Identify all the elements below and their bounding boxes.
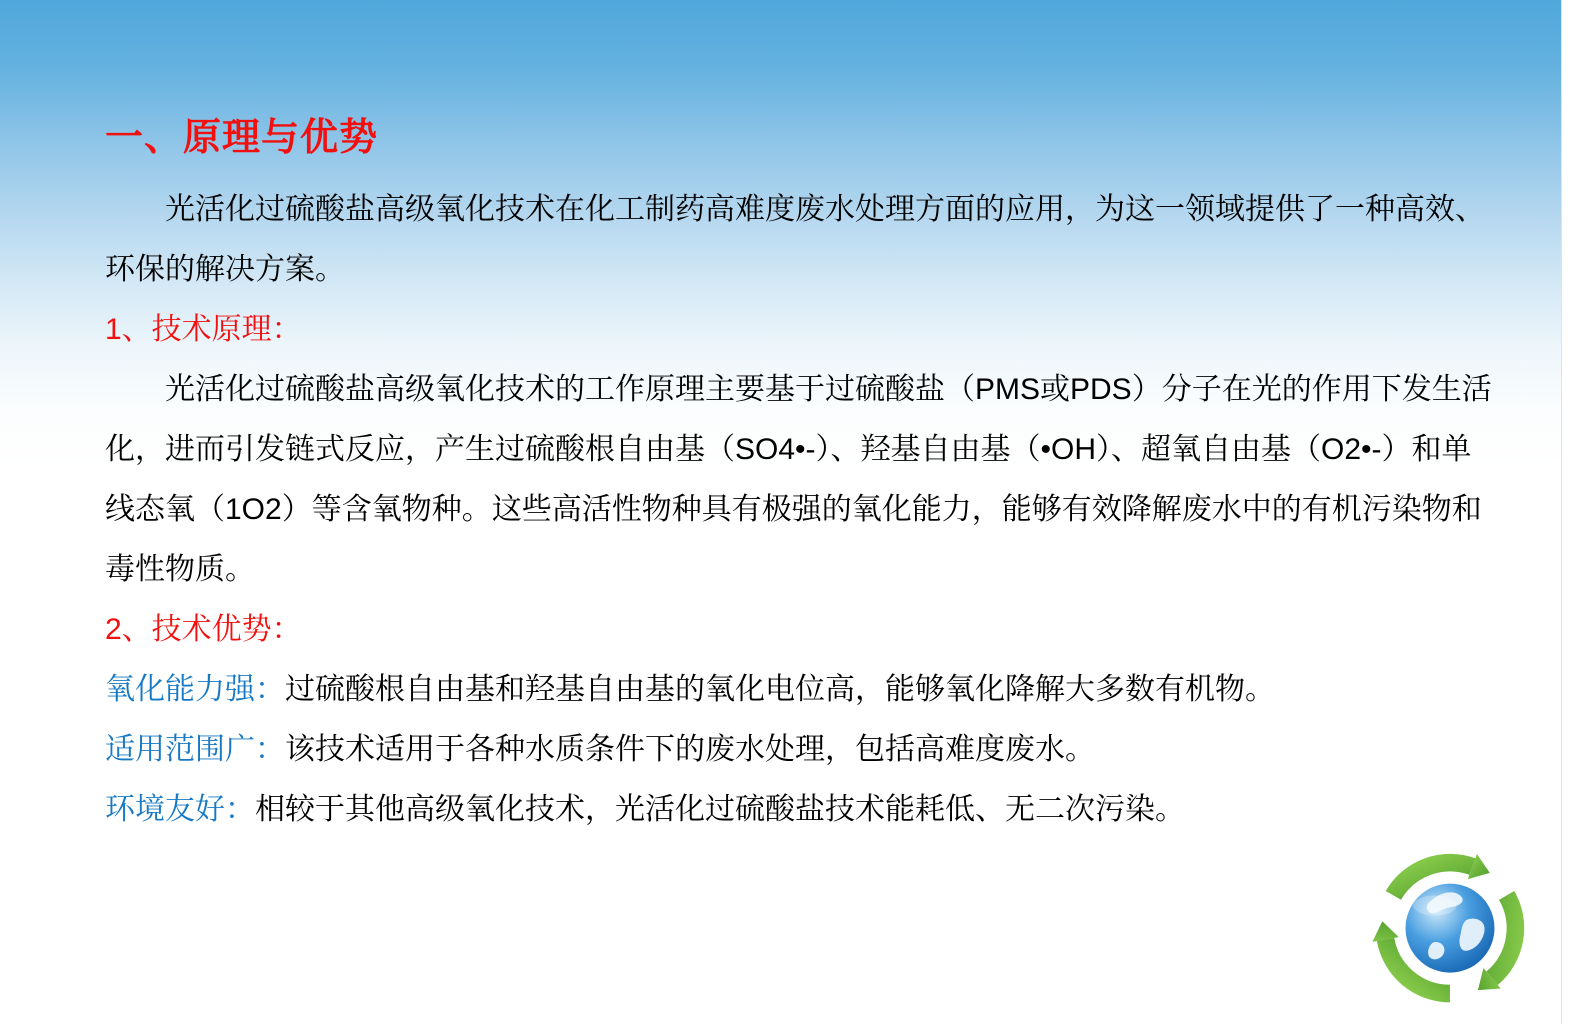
page-title: 一、原理与优势 bbox=[105, 117, 379, 159]
advantage-label: 适用范围广： bbox=[105, 733, 285, 766]
right-edge-strip bbox=[1561, 0, 1575, 1024]
advantage-row-applicability bbox=[105, 720, 1497, 780]
intro-paragraph: 光活化过硫酸盐高级氧化技术在化工制药高难度废水处理方面的应用，为这一领域提供了一种高效、环保的解决方案。 bbox=[105, 193, 1485, 286]
advantage-label: 氧化能力强： bbox=[105, 673, 285, 706]
advantage-label: 环境友好： bbox=[105, 793, 255, 826]
advantage-text: 过硫酸根自由基和羟基自由基的氧化电位高，能够氧化降解大多数有机物。 bbox=[285, 673, 1275, 706]
advantage-row-oxidation bbox=[105, 660, 1497, 720]
slide-content bbox=[105, 112, 1497, 840]
advantage-text: 该技术适用于各种水质条件下的废水处理，包括高难度废水。 bbox=[285, 733, 1095, 766]
advantage-heading: 2、技术优势： bbox=[105, 613, 302, 646]
principle-paragraph: 光活化过硫酸盐高级氧化技术的工作原理主要基于过硫酸盐（PMS或PDS）分子在光的作用下发生活化，进而引发链式反应，产生过硫酸根自由基（SO4•-）、羟基自由基（•OH）、超氧自由基（O2•-）和单线态氧（1O2）等含氧物种。这些高活性物种具有极强的氧化能力，能够有效降解废水中的有机污染物和毒性物质。 bbox=[105, 373, 1492, 586]
recycle-earth-icon bbox=[1366, 840, 1534, 1012]
advantage-text: 相较于其他高级氧化技术，光活化过硫酸盐技术能耗低、无二次污染。 bbox=[255, 793, 1185, 826]
advantage-row-environment bbox=[105, 780, 1497, 840]
principle-heading: 1、技术原理： bbox=[105, 313, 302, 346]
